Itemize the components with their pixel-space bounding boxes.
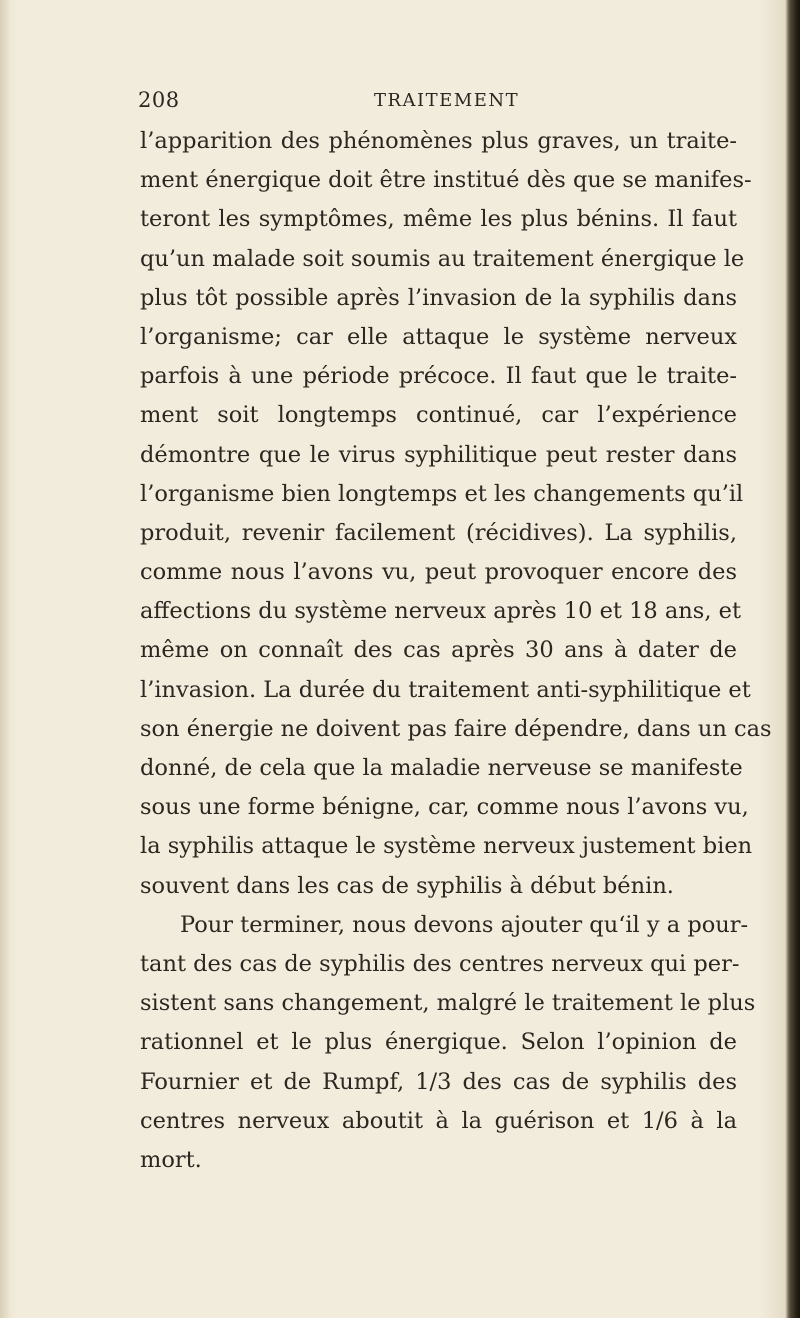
text-line: même on connaît des cas après 30 ans à dater de <box>140 637 737 664</box>
text-line: la syphilis attaque le système nerveux justement bien <box>140 833 753 860</box>
text-line: produit, revenir facilement (récidives). La syphilis, <box>140 519 737 546</box>
text-line: rationnel et le plus énergique. Selon l’opinion de <box>140 1029 737 1056</box>
page-number: 208 <box>138 88 180 112</box>
text-line: l’organisme bien longtemps et les changements qu’il <box>140 480 744 507</box>
text-line: sous une forme bénigne, car, comme nous l’avons vu, <box>140 794 749 821</box>
page-left-edge-shadow <box>0 0 10 1318</box>
paragraph-end-line: mort. <box>140 1146 202 1173</box>
text-line: démontre que le virus syphilitique peut rester dans <box>140 441 737 468</box>
text-line: qu’un malade soit soumis au traitement énergique le <box>140 245 745 272</box>
text-line: teront les symptômes, même les plus bénins. Il faut <box>140 206 737 233</box>
text-line: donné, de cela que la maladie nerveuse se manifeste <box>140 755 743 781</box>
text-line: tant des cas de syphilis des centres nerveux qui per- <box>140 950 740 977</box>
page-right-edge-shadow <box>786 0 800 1318</box>
text-line: centres nerveux aboutit à la guérison et 1/6 à la <box>140 1107 737 1134</box>
text-line: ment soit longtemps continué, car l’expérience <box>140 402 737 429</box>
text-line: affections du système nerveux après 10 et 18 ans, et <box>140 598 741 625</box>
text-line: l’organisme; car elle attaque le système nerveux <box>140 323 737 350</box>
body-text <box>140 122 772 1180</box>
text-line: son énergie ne doivent pas faire dépendre, dans un cas <box>140 715 772 742</box>
text-line: sistent sans changement, malgré le traitement le plus <box>140 990 756 1017</box>
text-line: plus tôt possible après l’invasion de la syphilis dans <box>140 284 737 311</box>
page-header <box>138 88 558 118</box>
text-line: comme nous l’avons vu, peut provoquer encore des <box>140 559 737 586</box>
paragraph-start-line: Pour terminer, nous devons ajouter qu‘il y a pour- <box>180 911 749 938</box>
text-line: l’invasion. La durée du traitement anti-syphilitique et <box>140 676 751 703</box>
text-line: parfois à une période précoce. Il faut que le traite- <box>140 363 737 390</box>
text-line: l’apparition des phénomènes plus graves, un traite- <box>140 128 737 154</box>
running-title: TRAITEMENT <box>374 90 520 111</box>
paragraph-end-line: souvent dans les cas de syphilis à début bénin. <box>140 872 674 899</box>
text-line: ment énergique doit être institué dès que se manifes- <box>140 167 752 194</box>
text-line: Fournier et de Rumpf, 1/3 des cas de syphilis des <box>140 1068 737 1095</box>
